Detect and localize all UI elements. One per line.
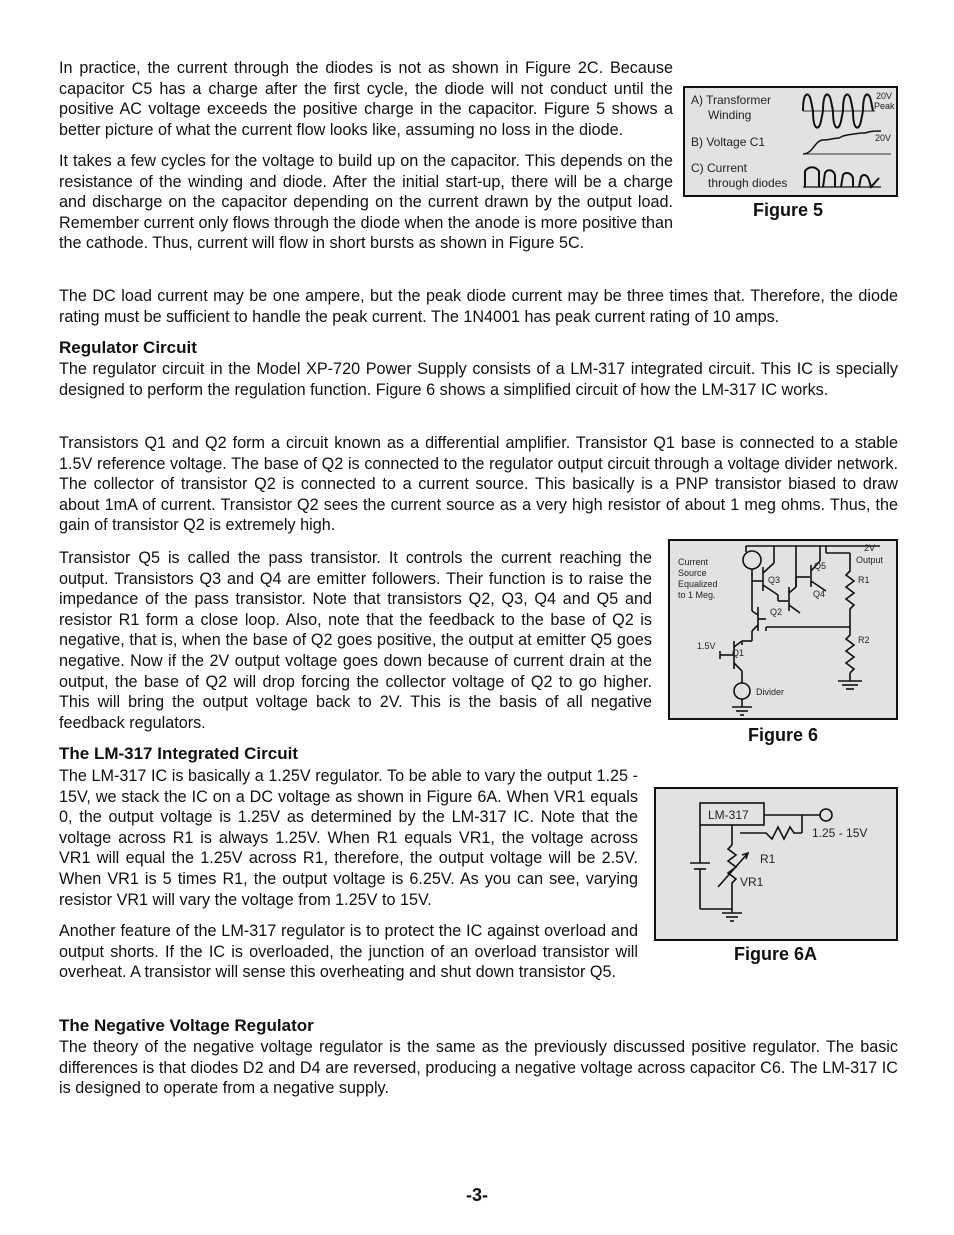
fig6-r2 bbox=[846, 627, 854, 673]
fig5-c1-value: 20V bbox=[875, 133, 892, 143]
fig6-label-ref: 1.5V bbox=[697, 641, 716, 651]
paragraph-peak-current: The DC load current may be one ampere, but the peak diode current may be three times that. Therefore, the diode rating must be sufficient to handle the peak current. The 1N4001 has peak current rating of 10 amps. bbox=[59, 287, 898, 326]
paragraph-voltage-buildup: It takes a few cycles for the voltage to build up on the capacitor. This depends on the resistance of the winding and diode. After the initial start-up, there will be a charge and discharge on the capacitor depending on the current drawn by the output load. Remember current only flows through the diode when the anode is more positive than the cathode. Thus, current will flow in short bursts as shown in Figure 5C. bbox=[59, 152, 673, 253]
fig6-source-3: Equalized bbox=[678, 579, 718, 589]
paragraph-negative-regulator: The theory of the negative voltage regulator is the same as the previously discussed positive regulator. The basic differences is that diodes D2 and D4 are reversed, producing a negative voltage across capacitor C6. The LM-317 IC is designed to operate from a negative supply. bbox=[59, 1038, 898, 1098]
figure-6a-caption: Figure 6A bbox=[734, 944, 818, 964]
fig6a-label-range: 1.25 - 15V bbox=[812, 826, 868, 840]
fig5-peak-value: 20V bbox=[876, 91, 893, 101]
fig6-label-r2: R2 bbox=[858, 635, 870, 645]
fig5-capacitor-wave bbox=[803, 131, 881, 154]
paragraph-lm317-regulator: The LM-317 IC is basically a 1.25V regulator. To be able to vary the output 1.25 - 15V, we stack the IC on a DC voltage as shown in Figure 6A. When VR1 equals 0, the output voltage is 1.25V as determined by the LM-317 IC. Note that the voltage across R1 is always 1.25V. When R1 equals VR1, the voltage across VR1 will equal the 1.25V across R1, therefore, the output voltage will be 2.5V. When VR1 is 5 times R1, the output voltage is 6.25V. As you can see, varying resistor VR1 will vary the voltage from 1.25V to 15V. bbox=[59, 767, 638, 909]
figure-5-caption: Figure 5 bbox=[753, 200, 824, 220]
fig6-r1 bbox=[846, 563, 854, 627]
paragraph-regulator-intro: The regulator circuit in the Model XP-720 Power Supply consists of a LM-317 integrated circuit. This IC is specially designed to perform the regulation function. Figure 6 shows a simplified circuit of how the LM-317 IC works. bbox=[59, 360, 898, 399]
fig6a-output-terminal bbox=[820, 809, 832, 821]
figure-6-schematic bbox=[670, 541, 896, 718]
fig6-label-q3: Q3 bbox=[768, 575, 781, 585]
heading-regulator-circuit: Regulator Circuit bbox=[59, 338, 197, 357]
figure-5-waveforms bbox=[685, 88, 896, 195]
fig6-source-1: Current bbox=[678, 557, 709, 567]
fig6-label-out-v: 2V bbox=[864, 543, 876, 553]
figure-6a-schematic bbox=[656, 789, 896, 939]
fig5-peak-label: Peak bbox=[874, 101, 895, 111]
fig6-source-2: Source bbox=[678, 568, 707, 578]
fig6-label-q1: Q1 bbox=[732, 648, 745, 658]
fig6-label-q4: Q4 bbox=[813, 589, 826, 599]
paragraph-diode-current: In practice, the current through the diodes is not as shown in Figure 2C. Because capacitor C5 has a charge after the first cycle, the diode will not conduct until the positive AC voltage exceeds the positive charge in the capacitor. Figure 5 shows a better picture of what the current flow looks like, assuming no loss in the diode. bbox=[59, 59, 673, 139]
fig5-label-a1: A) Transformer bbox=[691, 93, 772, 107]
fig5-label-c1: C) Current bbox=[691, 161, 748, 175]
figure-6 bbox=[668, 539, 898, 720]
figure-5 bbox=[683, 86, 898, 197]
fig5-label-b: B) Voltage C1 bbox=[691, 135, 766, 149]
fig6-label-r1: R1 bbox=[858, 575, 870, 585]
fig6a-vr1 bbox=[728, 845, 736, 909]
fig5-label-a2: Winding bbox=[708, 108, 752, 122]
paragraph-pass-transistor: Transistor Q5 is called the pass transistor. It controls the current reaching the output. Transistors Q3 and Q4 are emitter followers. Their function is to raise the impedance of the pass transistor. Note that transistors Q2, Q3, Q4 and Q5 and resistor R1 form a close loop. Also, note that the feedback to the base of Q2 is negative, that is, when the base of Q2 goes positive, the output at emitter Q5 goes negative. Now if the 2V output voltage goes down because of current drain at the output, the base of Q2 will drop forcing the collector voltage of Q2 to go higher. This will bring the output voltage back to 2V. This is the basis of all negative feedback regulators. bbox=[59, 549, 652, 732]
figure-6a bbox=[654, 787, 898, 941]
fig6-current-source bbox=[743, 551, 761, 569]
fig6-divider-source bbox=[734, 683, 750, 699]
fig6-label-output: Output bbox=[856, 555, 884, 565]
fig5-label-c2: through diodes bbox=[708, 176, 788, 190]
fig6-label-q2: Q2 bbox=[770, 607, 783, 617]
fig6a-label-ic: LM-317 bbox=[708, 808, 749, 822]
paragraph-differential-amplifier: Transistors Q1 and Q2 form a circuit known as a differential amplifier. Transistor Q1 base is connected to a stable 1.5V reference voltage. The base of Q2 is connected to the regulator output circuit through a voltage divider network. The collector of transistor Q2 is connected to a current source. This basically is a PNP transistor biased to draw about 1mA of current. Transistor Q2 sees the current source as a very high resistor of about 1 meg ohms. Thus, the gain of transistor Q2 is extremely high. bbox=[59, 434, 898, 535]
fig6-label-divider: Divider bbox=[756, 687, 785, 697]
fig6-label-q5: Q5 bbox=[814, 561, 827, 571]
fig6a-r1 bbox=[740, 827, 802, 839]
figure-6-caption: Figure 6 bbox=[748, 725, 819, 745]
fig6a-label-vr1: VR1 bbox=[740, 875, 764, 889]
paragraph-overload-protection: Another feature of the LM-317 regulator is to protect the IC against overload and output shorts. If the IC is overloaded, the junction of an overload transistor will overheat. A transistor will sense this overheating and shut down transistor Q5. bbox=[59, 922, 638, 982]
page-number: -3- bbox=[466, 1185, 488, 1205]
heading-negative-regulator: The Negative Voltage Regulator bbox=[59, 1016, 314, 1035]
heading-lm317: The LM-317 Integrated Circuit bbox=[59, 744, 298, 763]
fig6-source-4: to 1 Meg. bbox=[678, 590, 716, 600]
fig5-current-pulses bbox=[805, 167, 879, 187]
fig6a-label-r1: R1 bbox=[760, 852, 776, 866]
